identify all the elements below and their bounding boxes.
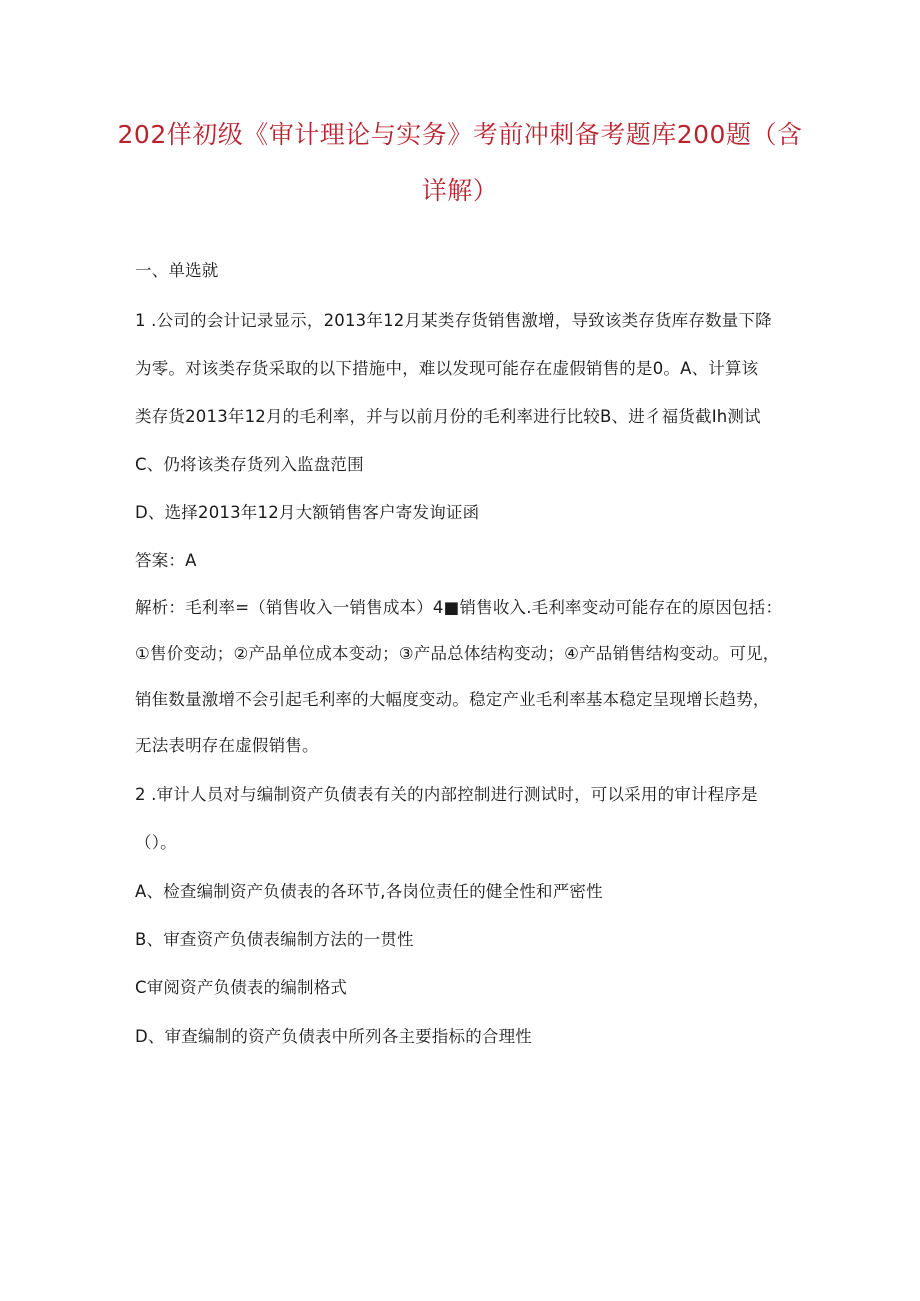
question-1-explanation-line-2: ①售价变动；②产品单位成本变动；③产品总体结构变动；④产品销售结构变动。可见， [135, 644, 780, 663]
question-2-option-c: C审阅资产负债表的编制格式 [135, 978, 348, 997]
question-1-explanation-line-1: 解析：毛利率=（销售收入一销售成本）4■销售收入.毛利率变动可能存在的原因包括： [135, 598, 783, 617]
question-1-text-line-1: 1 .公司的会计记录显示，2013年12月某类存货销售激增，导致该类存货库存数量下降 [135, 311, 772, 330]
section-heading: 一、单选就 [135, 261, 219, 280]
question-2-option-b: B、审查资产负债表编制方法的一贯性 [135, 930, 414, 949]
question-1-answer: 答案：A [135, 551, 197, 570]
question-2-text-line-2: （）。 [135, 833, 177, 852]
question-2-option-d: D、审查编制的资产负债表中所列各主要指标的合理性 [135, 1027, 533, 1046]
question-1-option-d: D、选择2013年12月大额销售客户寄发询证函 [135, 503, 480, 522]
question-1-text-line-2: 为零。对该类存货采取的以下措施中，难以发现可能存在虚假销售的是0。A、计算该 [135, 359, 759, 378]
question-1-text-line-3: 类存货2013年12月的毛利率，并与以前月份的毛利率进行比较B、进彳福货截Ih测试 [135, 407, 761, 426]
question-2-option-a: A、检查编制资产负债表的各环节,各岗位责任的健全性和严密性 [135, 882, 603, 901]
question-1-explanation-line-3: 销隹数量激增不会引起毛利率的大幅度变动。稳定产业毛利率基本稳定呈现增长趋势， [135, 690, 770, 709]
document-title-line-2: 详解） [421, 176, 499, 205]
question-2-text-line-1: 2 .审计人员对与编制资产负债表有关的内部控制进行测试时，可以采用的审计程序是 [135, 785, 758, 804]
question-1-explanation-line-4: 无法表明存在虚假销售。 [135, 736, 319, 755]
document-title-line-1: 202佯初级《审计理论与实务》考前冲刺备考题库200题（含 [117, 120, 803, 149]
question-1-option-c: C、仍将该类存货列入监盘范围 [135, 455, 364, 474]
